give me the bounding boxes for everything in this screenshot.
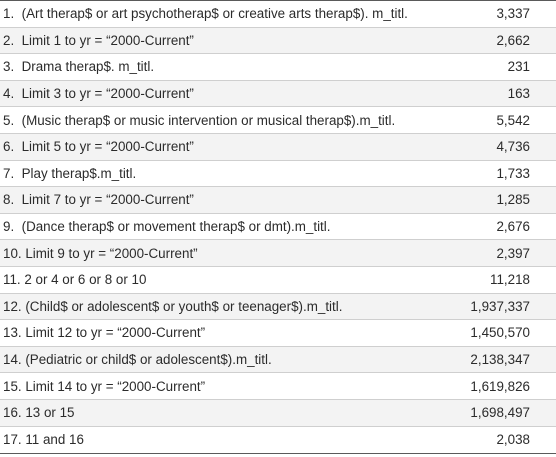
- search-query: 13 or 15: [25, 405, 75, 421]
- table-row: [0, 214, 556, 241]
- table-row: [0, 294, 556, 321]
- row-number: 7.: [3, 165, 22, 181]
- result-count: 163: [507, 86, 530, 102]
- table-row: [0, 1, 556, 28]
- search-query: Drama therap$. m_titl.: [21, 59, 155, 75]
- search-query: Limit 9 to yr = “2000-Current”: [25, 245, 198, 261]
- row-number: 1.: [3, 6, 22, 22]
- search-query: Limit 3 to yr = “2000-Current”: [21, 86, 194, 102]
- search-query: (Pediatric or child$ or adolescent$).m_titl.: [25, 352, 272, 368]
- row-number: 15.: [3, 378, 26, 394]
- table-row: [0, 400, 556, 427]
- search-query: Limit 14 to yr = “2000-Current”: [25, 378, 206, 394]
- row-number: 6.: [3, 139, 22, 155]
- table-row: [0, 134, 556, 161]
- row-number: 12.: [3, 298, 26, 314]
- result-count: 4,736: [496, 139, 530, 155]
- row-number: 9.: [3, 219, 22, 235]
- search-query: 11 and 16: [25, 432, 84, 448]
- table-row: [0, 161, 556, 188]
- table-row: [0, 427, 556, 454]
- search-query: Limit 12 to yr = “2000-Current”: [25, 325, 206, 341]
- table-row: [0, 373, 556, 400]
- row-number: 8.: [3, 192, 22, 208]
- result-count: 1,698,497: [470, 405, 530, 421]
- search-query: Play therap$.m_titl.: [21, 165, 137, 181]
- search-query: Limit 1 to yr = “2000-Current”: [21, 32, 194, 48]
- result-count: 1,285: [496, 192, 530, 208]
- table-row: [0, 347, 556, 374]
- row-number: 14.: [3, 352, 26, 368]
- result-count: 5,542: [496, 112, 530, 128]
- result-count: 1,733: [496, 165, 530, 181]
- search-query: Limit 5 to yr = “2000-Current”: [21, 139, 194, 155]
- table-row: [0, 240, 556, 267]
- result-count: 2,038: [496, 432, 530, 448]
- row-number: 5.: [3, 112, 22, 128]
- row-number: 3.: [3, 59, 22, 75]
- table-row: [0, 54, 556, 81]
- table-row: [0, 267, 556, 294]
- row-number: 11.: [3, 272, 25, 288]
- search-query: (Art therap$ or art psychotherap$ or creative arts therap$). m_titl.: [21, 6, 408, 22]
- result-count: 2,397: [496, 245, 530, 261]
- row-number: 4.: [3, 86, 22, 102]
- result-count: 2,662: [496, 32, 530, 48]
- result-count: 231: [507, 59, 530, 75]
- result-count: 3,337: [496, 6, 530, 22]
- row-number: 16.: [3, 405, 26, 421]
- table-row: [0, 107, 556, 134]
- search-query: (Child$ or adolescent$ or youth$ or teenager$).m_titl.: [25, 298, 343, 314]
- result-count: 2,676: [496, 219, 530, 235]
- table-row: [0, 187, 556, 214]
- table-row: [0, 320, 556, 347]
- table-row: [0, 81, 556, 108]
- result-count: 2,138,347: [470, 352, 530, 368]
- search-query: (Dance therap$ or movement therap$ or dmt).m_titl.: [21, 219, 331, 235]
- row-number: 17.: [3, 432, 26, 448]
- result-count: 11,218: [490, 272, 530, 288]
- result-count: 1,619,826: [470, 378, 530, 394]
- result-count: 1,937,337: [470, 298, 530, 314]
- search-query: Limit 7 to yr = “2000-Current”: [21, 192, 194, 208]
- search-query: (Music therap$ or music intervention or musical therap$).m_titl.: [21, 112, 396, 128]
- row-number: 2.: [3, 32, 22, 48]
- search-query: 2 or 4 or 6 or 8 or 10: [24, 272, 147, 288]
- result-count: 1,450,570: [470, 325, 530, 341]
- table-row: [0, 28, 556, 55]
- row-number: 10.: [3, 245, 26, 261]
- row-number: 13.: [3, 325, 26, 341]
